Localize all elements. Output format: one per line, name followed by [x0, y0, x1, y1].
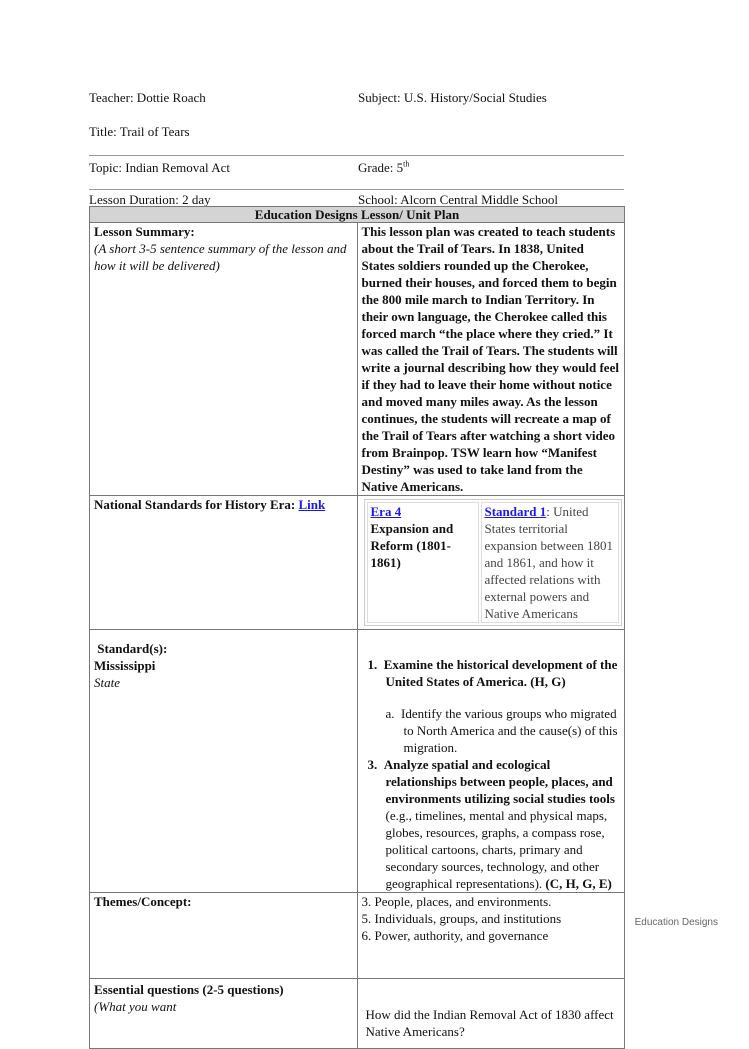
grade — [358, 159, 409, 176]
theme-item: 5. Individuals, groups, and institutions — [361, 911, 562, 926]
national-link[interactable]: Link — [298, 497, 326, 512]
school: School: Alcorn Central Middle School — [358, 192, 559, 207]
summary-hint: (A short 3-5 sentence summary of the lesson and how it will be delivered) — [94, 241, 347, 273]
themes-row — [90, 893, 625, 979]
essential-row — [90, 979, 625, 1049]
era-text: Expansion and Reform (1801-1861) — [370, 521, 454, 570]
national-row — [90, 496, 625, 630]
teacher: Teacher: Dottie Roach — [89, 90, 206, 105]
topic: Topic: Indian Removal Act — [89, 160, 230, 175]
divider — [89, 189, 624, 190]
grade-sup: th — [403, 159, 410, 169]
state-hint: State — [94, 675, 120, 690]
era-link[interactable]: Era 4 — [370, 504, 402, 519]
subject: Subject: U.S. History/Social Studies — [358, 90, 547, 105]
item3-num: 3. — [367, 757, 378, 772]
item3-code: (C, H, G, E) — [545, 876, 612, 891]
lesson-plan-table — [89, 206, 625, 1049]
theme-item: 6. Power, authority, and governance — [361, 928, 549, 943]
footer-watermark: Education Designs — [634, 917, 718, 928]
theme-item: 3. People, places, and environments. — [361, 894, 552, 909]
summary-row — [90, 223, 625, 496]
essential-hint: (What you want — [94, 999, 177, 1014]
themes-label: Themes/Concept: — [94, 894, 192, 909]
standard-link[interactable]: Standard 1 — [484, 504, 547, 519]
state-name: Mississippi — [94, 658, 156, 673]
summary-text: This lesson plan was created to teach students about the Trail of Tears. In 1838, United States soldiers rounded up the Cherokee, burned their houses, and forced them to begin the 800 mile march to Indian Territory. In their own language, the Cherokee called this forced march “the place where they cried.” It was called the Trail of Tears. The students will write a journal describing how they would feel if they had to leave their home without notice and moved many miles away. As the lesson continues, the students will recreate a map of the Trail of Tears after watching a short video from Brainpop. TSW learn how “Manifest Destiny” was used to take land from the Native Americans. — [361, 224, 619, 494]
divider — [89, 155, 624, 156]
item3-rest: (e.g., timelines, mental and physical maps, globes, resources, graphs, a compass rose, political cartoons, charts, primary and secondary sources, technology, and other geographical representations). — [385, 808, 608, 891]
standard-text: United States territorial expansion between 1801 and 1861, and how it affected relations with external powers and Native Americans — [484, 504, 614, 621]
lesson-duration: Lesson Duration: 2 day — [89, 192, 211, 207]
item1-num: 1. — [367, 657, 378, 672]
item1: Examine the historical development of the United States of America. (H, G) — [383, 657, 618, 689]
grade-value: Grade: 5 — [358, 160, 404, 175]
item3-bold: Analyze spatial and ecological relationships between people, places, and environments utilizing social studies tools — [383, 757, 615, 806]
essential-label: Essential questions (2-5 questions) — [94, 982, 284, 997]
summary-label: Lesson Summary: — [94, 224, 195, 239]
item1a: Identify the various groups who migrated to North America and the cause(s) of this migration. — [401, 706, 618, 755]
essential-question: How did the Indian Removal Act of 1830 affect Native Americans? — [365, 1007, 614, 1039]
table-heading: Education Designs Lesson/ Unit Plan — [90, 207, 625, 223]
state-label: Standard(s): — [97, 641, 168, 656]
standards-inner-table: Era 4 Expansion and Reform (1801-1861) Standard 1: United States territorial expansion between 1801 and 1861, and how it affected relations with external powers and Native Americans — [364, 499, 623, 626]
title: Title: Trail of Tears — [89, 124, 190, 139]
national-label: National Standards for History Era: — [94, 497, 296, 512]
state-standards-row — [90, 630, 625, 893]
item1a-num: a. — [385, 706, 395, 721]
